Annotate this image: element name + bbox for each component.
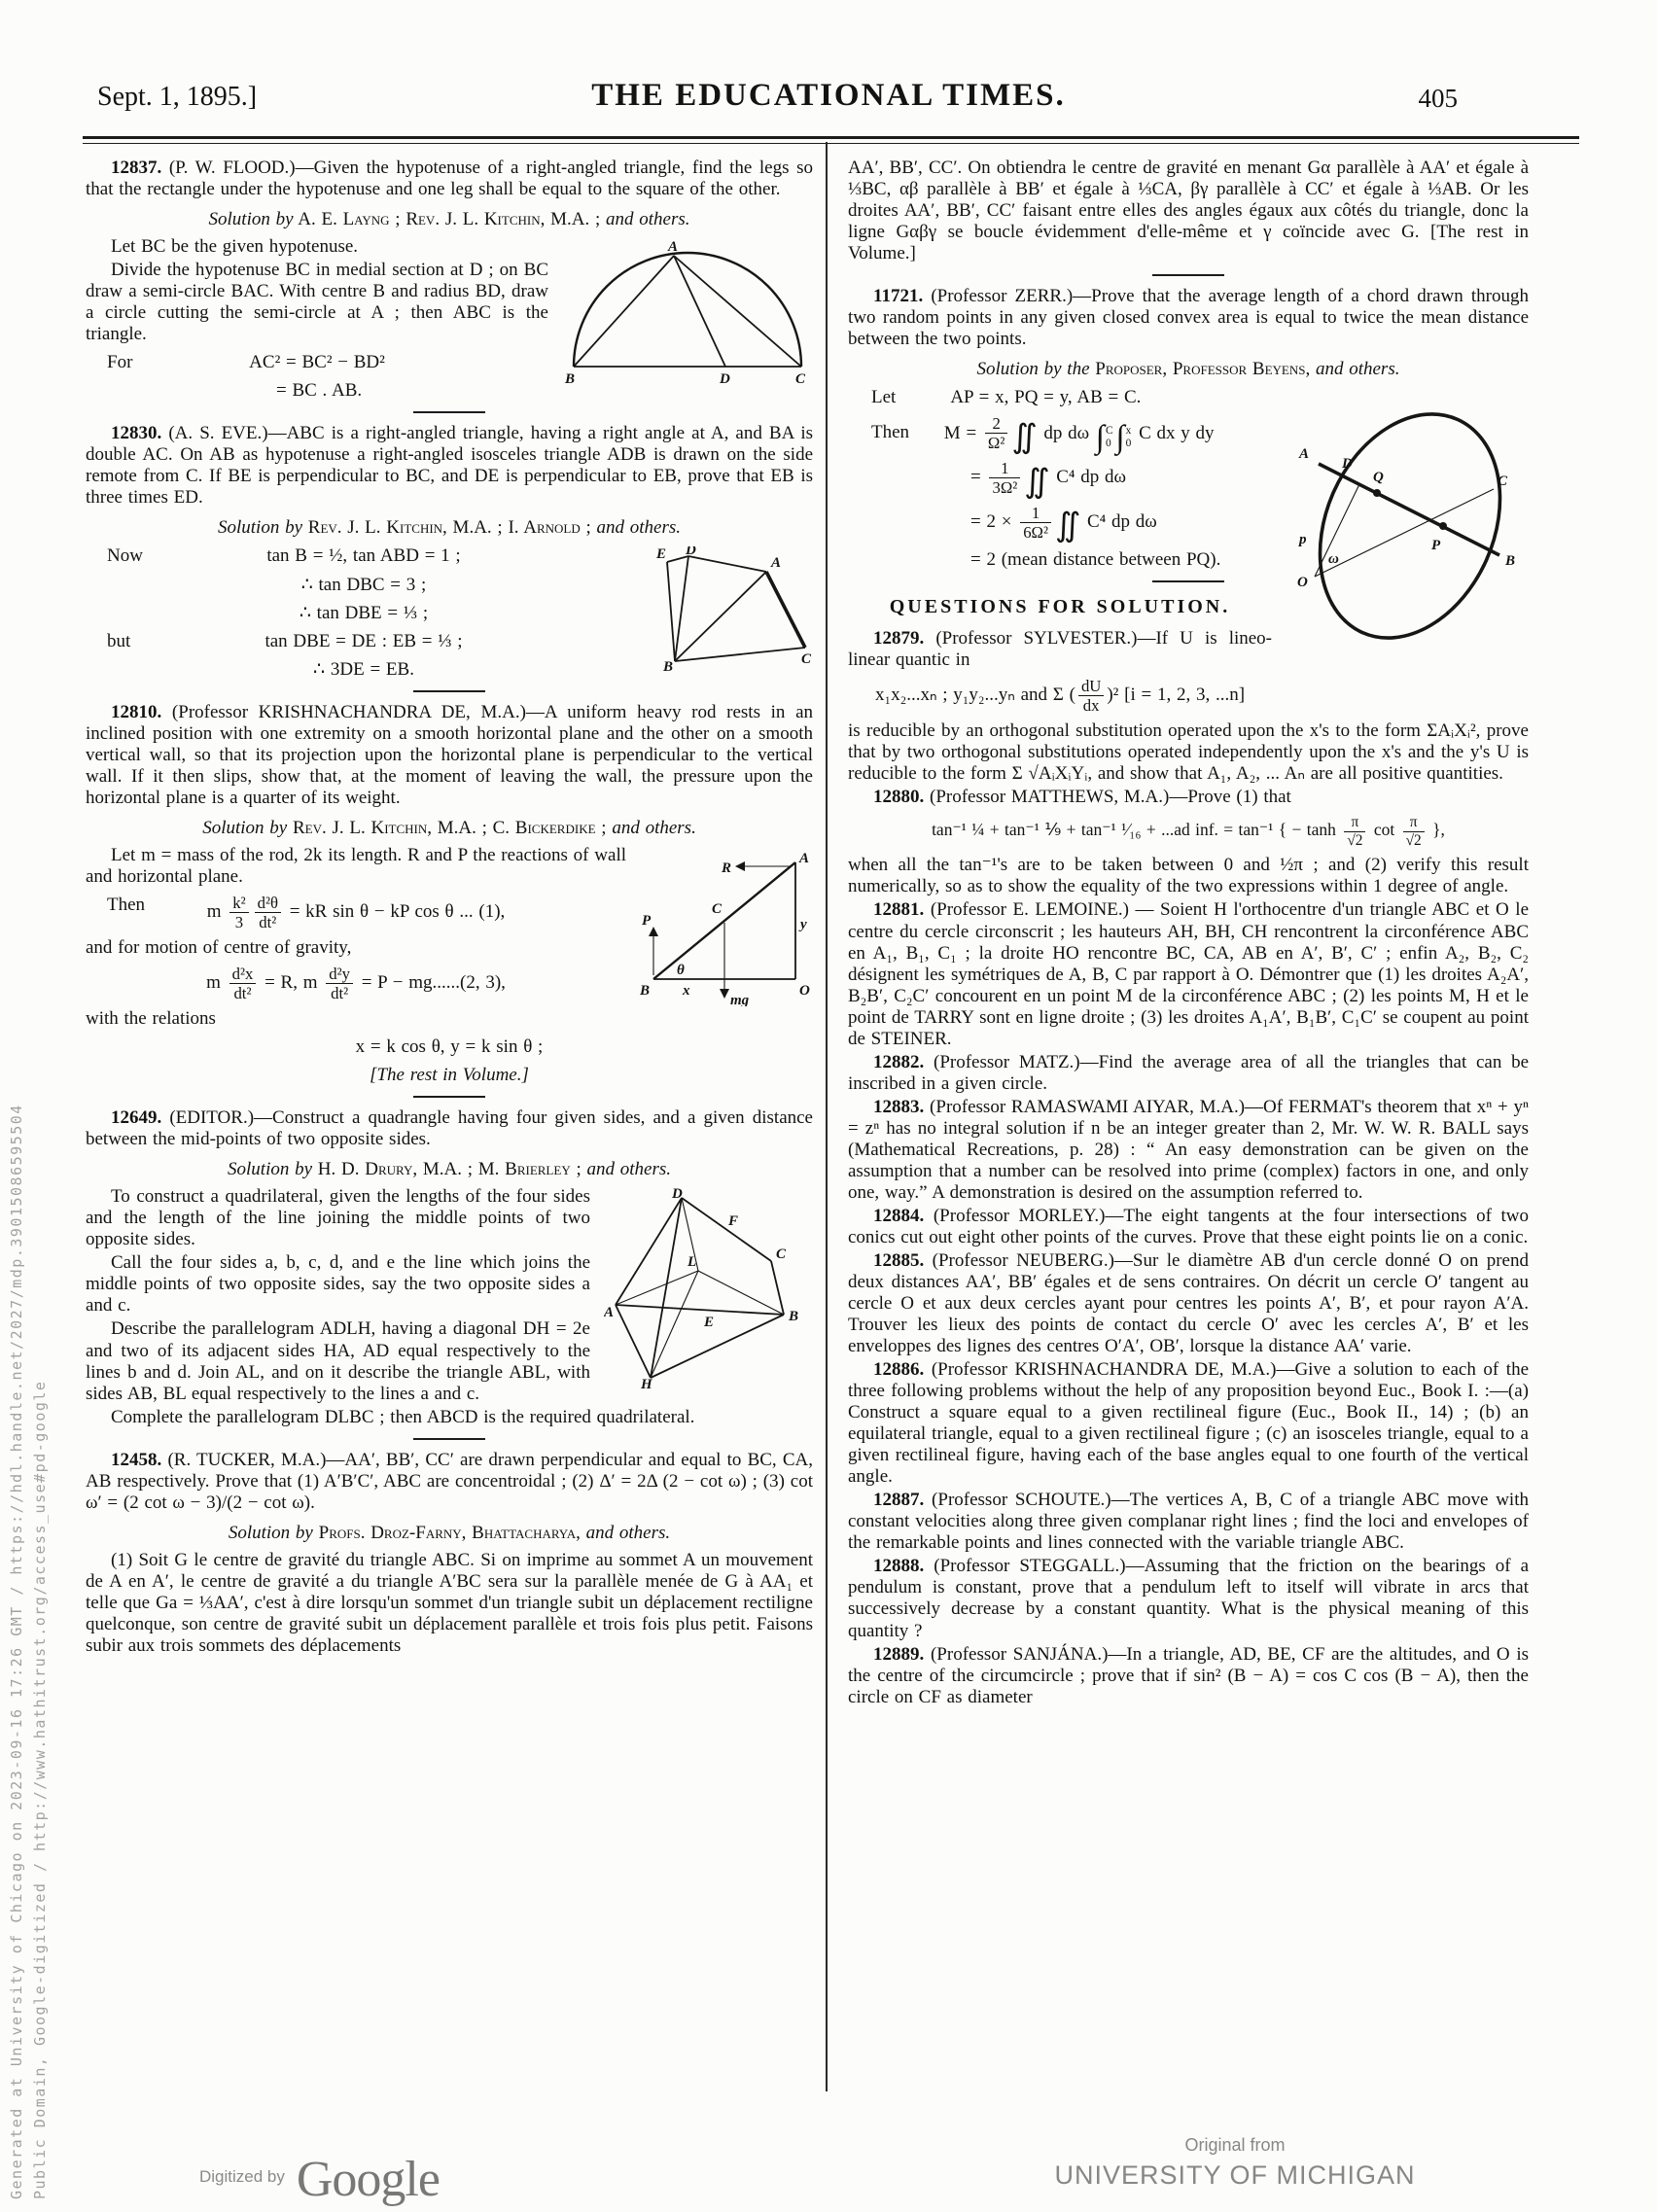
point-label-B: B [789,1309,799,1325]
angle-label-omega: ω [1328,551,1339,568]
problem-statement: (Professor MATTHEWS, M.A.)—Prove (1) that [930,786,1291,807]
problem-statement: (EDITOR.)—Construct a quadrangle having four given sides, and a given distance between the mid-points of two opposite sides. [86,1107,813,1150]
point-label-A: A [604,1305,615,1321]
point-label-D: D [686,546,696,559]
figure-12649-quadrilateral [604,1188,813,1396]
page-title: THE EDUCATIONAL TIMES. [591,78,1066,113]
point-label-E: E [656,546,667,563]
problem-number: 12884. [873,1205,925,1226]
equation: = 2 (mean distance between PQ). [970,548,1221,570]
problem-11721 [848,286,1529,591]
point-label-B: B [663,659,674,674]
solution-line: Solution by the Proposer, Professor Beyens, and others. [976,359,1400,380]
point-label-C: C [801,651,812,668]
problem-statement: (Professor SYLVESTER.)—If U is lineo-linear quantic in [848,627,1273,670]
equation: Now tan B = ½, tan ABD = 1 ; [107,545,461,567]
section-divider [413,1438,485,1440]
problem-12458 [86,1450,813,1657]
digitization-stamp-line2: Public Domain, Google-digitized / http://www.hathitrust.org/access_use#pd-google [31,1380,49,2199]
problem-statement: (Professor SCHOUTE.)—The vertices A, B, C of a triangle ABC move with constant velocities along three given complanar right lines ; find the loci and envelopes of the remarkable points and lines connected with the variable triangle ABC. [848,1490,1529,1554]
institution-name: UNIVERSITY OF MICHIGAN [1054,2160,1416,2190]
solution-text: Call the four sides a, b, c, d, and e the line which joins the middle points of two opposite sides, say the two opposite sides a and c. [86,1252,590,1317]
problem-number: 11721. [873,286,924,307]
axis-label-y: y [800,916,807,932]
solution-text: (1) Soit G le centre de gravité du triangle ABC. Si on imprime au sommet A un mouvement de A en A′, le centre de gravité a du triangle A′BC sera sur la parallèle menée de G à AA₁ et telle que Ga = ⅓AA′, c'est à dire lorsqu'un sommet d'un triangle subit un déplacement rectiligne quelconque, son centre de gravité subit un déplacement parallèle et trois fois plus petit. Faisons subir aux trois sommets des déplacements [86,1549,813,1656]
problem-statement: (Professor KRISHNACHANDRA DE, M.A.)—Give a solution to each of the three following problems without the help of any proposition beyond Euc., Book I. :—(a) Construct a square equal to a given rectilineal figure (Euc., Book II., 14) ; (b) an equilateral triangle, equal to a given rectilineal figure ; (c) an isosceles triangle, equal to a given rectilineal figure, having each of the base angles equal to one fourth of the vertical angle. [848,1359,1530,1488]
problem-number: 12886. [873,1359,925,1381]
point-label-O: O [799,982,810,999]
equation: ∴ tan DBC = 3 ; [300,574,427,595]
problem-head [848,1097,1529,1204]
problem-number: 12879. [873,627,925,649]
point-label-B: B [565,371,576,387]
problem-number: 12837. [111,158,162,178]
original-from-label: Original from [1184,2135,1286,2155]
problem-12886 [848,1359,1529,1488]
original-from-credit [1026,2135,1444,2191]
solution-text: Complete the parallelogram DLBC ; then ABCD is the required quadrilateral. [111,1406,695,1427]
problem-12883 [848,1097,1529,1204]
problem-number: 12883. [873,1096,925,1117]
problem-12887 [848,1490,1529,1554]
point-label-A: A [1299,446,1310,463]
column-divider [826,142,828,2091]
point-label-E: E [704,1315,715,1331]
solution-text: and for motion of centre of gravity, [86,936,352,958]
problem-head [848,1490,1529,1554]
digitized-by-label: Digitized by [199,2167,285,2186]
point-label-D: D [1342,456,1353,473]
equation: ∴ tan DBE = ⅓ ; [299,602,429,623]
problem-12884 [848,1206,1529,1248]
problem-12880 [848,787,1529,898]
force-label-R: R [722,860,732,876]
solution-text: Divide the hypotenuse BC in medial section at D ; on BC draw a semi-circle BAC. With centre B and radius BD, draw a circle cutting the semi-circle at A ; then ABC is the triangle. [86,260,548,345]
equation: For AC² = BC² − BD² [107,352,385,373]
point-label-D: D [672,1188,683,1203]
right-column [848,156,1529,1710]
section-divider [1152,580,1224,582]
problem-head [848,787,1529,808]
section-divider [413,1096,485,1098]
equation: m $\frac{\text{d²x}}{\text{dt²}}$ = R, m $\frac{\text{d²y}}{\text{dt²}}$ = P − mg......(2, 3), [206,965,506,1003]
point-label-A: A [771,555,782,572]
angle-label-theta: θ [677,962,685,978]
problem-statement: (Professor ZERR.)—Prove that the average length of a chord drawn through two random points in any given closed convex area is equal to twice the mean distance between the two points. [848,286,1529,350]
problem-head [848,899,1529,1049]
point-label-L: L [687,1254,697,1271]
solution-line: Solution by Profs. Droz-Farny, Bhattacharya, and others. [228,1522,671,1543]
problem-head [86,158,813,200]
rest-in-volume-note: [The rest in Volume.] [370,1065,529,1086]
point-label-F: F [728,1213,739,1230]
problem-12881 [848,899,1529,1049]
equation: ∴ 3DE = EB. [313,658,414,680]
problem-statement: (Professor MATZ.)—Find the average area of all the triangles that can be inscribed in a given circle. [848,1051,1530,1094]
digitization-stamp-line1: Generated at University of Chicago on 2023-09-16 17:26 GMT / https://hdl.handle.net/2027/mdp.39015086595504 [8,1104,25,2199]
problem-number: 12888. [873,1556,925,1577]
problem-statement: (P. W. FLOOD.)—Given the hypotenuse of a right-angled triangle, find the legs so that the rectangle under the hypotenuse and one leg shall be equal to the square of the other. [86,158,814,200]
solution-line: Solution by H. D. Drury, M.A. ; M. Brierley ; and others. [228,1159,671,1180]
equation: = BC . AB. [276,380,363,402]
problem-12885 [848,1250,1529,1357]
problem-head [848,286,1529,350]
problem-head [848,1359,1529,1488]
problem-number: 12887. [873,1490,925,1511]
point-label-B: B [1505,553,1516,570]
problem-head [848,1644,1529,1708]
problem-number: 12880. [873,786,925,807]
section-divider [1152,274,1224,276]
problem-12830 [86,423,813,680]
problem-statement: (Professor MORLEY.)—The eight tangents at the four intersections of two conics cut out eight other points of the curves. Prove that these eight points lie on a conic. [848,1205,1530,1247]
left-column [86,156,813,1659]
solution-text: To construct a quadrilateral, given the lengths of the four sides and the length of the line joining the middle points of two opposite sides. [86,1186,590,1250]
problem-number: 12830. [111,423,162,444]
questions-for-solution-heading: QUESTIONS FOR SOLUTION. [889,595,1231,617]
problem-12888 [848,1556,1529,1641]
solution-line: Solution by Rev. J. L. Kitchin, M.A. ; I. Arnold ; and others. [218,517,681,539]
solution-text: Let m = mass of the rod, 2k its length. R and P the reactions of wall and horizontal plane. [86,844,626,887]
problem-statement: (A. S. EVE.)—ABC is a right-angled triangle, having a right angle at A, and BA is double AC. On AB as hypotenuse a right-angled isosceles triangle ADB is drawn on the side remote from C. If BE is perpendicular to BC, and DE is perpendicular to EB, prove that EB is three times ED. [86,423,814,509]
problem-statement: (Professor KRISHNACHANDRA DE, M.A.)—A uniform heavy rod rests in an inclined position with one extremity on a smooth horizontal plane and the other on a smooth vertical wall, so that its projection upon the horizontal plane is perpendicular to the vertical wall. If it then slips, show that, at the moment of leaving the wall, the pressure upon the horizontal plane is a quarter of its weight. [86,701,814,808]
section-divider [413,690,485,692]
point-label-H: H [641,1377,652,1391]
header-rule [83,136,1579,144]
point-label-D: D [720,371,730,387]
equation: Then m $\frac{\text{k²}}{3}$ $\frac{\text{d²θ}}{\text{dt²}}$ = kR sin θ − kP cos θ ... (1), [107,893,506,931]
point-label-O: O [1297,575,1308,591]
equation: x = k cos θ, y = k sin θ ; [355,1036,544,1058]
solution-text: with the relations [86,1008,216,1030]
problem-12837 [86,158,813,402]
point-label-A: A [799,850,810,866]
problem-12649 [86,1107,813,1427]
problem-12810 [86,702,813,1087]
equation: tan⁻¹ ¼ + tan⁻¹ ⅑ + tan⁻¹ ¹⁄₁₆ + ...ad inf. = tan⁻¹ { − tanh $\frac{\pi}{√2}$ cot $\frac{\pi}{√2}$ }, [932,814,1445,849]
problem-statement: (Professor STEGGALL.)—Assuming that the friction on the bearings of a pendulum is constant, prove that a pendulum left to itself will vibrate in arcs that successively decrease by a constant quantity. What is the physical meaning of this quantity ? [848,1556,1529,1641]
problem-statement: when all the tan⁻¹'s are to be taken between 0 and ½π ; and (2) verify this result numerically, so as to show the equality of the two expressions within 1 degree of angle. [848,855,1529,897]
problem-head [848,1206,1529,1248]
problem-12889 [848,1644,1529,1708]
problem-statement: (R. TUCKER, M.A.)—AA′, BB′, CC′ are drawn perpendicular and equal to BC, CA, AB respectively. Prove that (1) A′B′C′, ABC are concentroidal ; (2) Δ′ = 2Δ (2 − cot ω) ; (3) cot ω′ = (2 cot ω − 3)/(2 − cot ω). [86,1449,814,1513]
problem-head [848,1556,1529,1641]
problem-statement: (Professor E. LEMOINE.) — Soient H l'orthocentre d'un triangle ABC et O le centre du cercle circonscrit ; les hauteurs AH, BH, CH rencontrent la circonférence ABC en A₁, B₁, C₁ ; la droite HO rencontre BC, CA, AB en A′, B′, C′ ; enfin A₂, B₂, C₂ désignent les symétriques de A, B, C par rapport à O. Démontrer que (1) les droites A₂A′, B₂B′, C₂C′ concourent en un point M de la circonférence ABC ; (2) les points M, H et le point de TARRY sont en ligne droite ; (3) les droites A₁A′, B₁B′, C₁C′ se coupent au point de STEINER. [848,899,1530,1049]
problem-number: 12458. [111,1449,162,1470]
problem-number: 12885. [873,1249,925,1271]
problem-number: 12649. [111,1107,162,1129]
point-label-Q: Q [1373,470,1384,486]
problem-head [86,702,813,809]
page-number: 405 [1418,84,1458,113]
equation: Let AP = x, PQ = y, AB = C. [871,387,1142,408]
problem-12882 [848,1052,1529,1095]
problem-head [86,1450,813,1514]
problem-statement: (Professor NEUBERG.)—Sur le diamètre AB d'un cercle donné O on prend deux distances AA′, BB′ égales et de sens contraires. On décrit un cercle O′ tangent au cercle O et aux deux cercles ayant pour centres les points A′, B′, et pour rayon A′A. Trouver les lieux des points de contact du cercle O′ avec les cercles A′, B′ et les enveloppes des lignes des centres O′A′, OB′, lorsque la distance AA′ varie. [848,1249,1529,1357]
equation: x₁x₂...xₙ ; y₁y₂...yₙ and Σ ( $\frac{dU}{dx}$ )² [i = 1, 2, 3, ...n] [874,676,1246,715]
solution-text: Describe the parallelogram ADLH, having a diagonal DH = 2e and two of its adjacent sides HA, AD equal respectively to the lines b and d. Join AL, and on it describe the triangle ABL, with sides AB, BL equal respectively to the lines a and c. [86,1318,590,1404]
solution-line: Solution by Rev. J. L. Kitchin, M.A. ; C. Bickerdike ; and others. [202,817,696,838]
force-label-P: P [642,912,652,929]
point-label-A: A [668,239,679,256]
problem-head [86,423,813,509]
problem-number: 12881. [873,899,925,921]
point-label-C: C [712,900,723,917]
point-label-C: C [795,371,806,387]
problem-number: 12889. [873,1643,925,1665]
point-label-P: P [1431,538,1441,554]
equation: but tan DBE = DE : EB = ⅓ ; [107,630,463,651]
equation: = 2 × $\frac{1}{\text{6Ω²}}$ ∬ C⁴ dp dω [970,503,1157,544]
point-label-C: C [776,1246,787,1263]
problem-number: 12810. [111,701,162,722]
problem-head [848,1052,1529,1095]
problem-statement: (Professor SANJÁNA.)—In a triangle, AD, BE, CF are the altitudes, and O is the centre of the circumcircle ; prove that if sin² (B − A) = cos C cos (B − A), then the circle on CF as diameter [848,1643,1530,1707]
point-label-B: B [640,982,651,999]
axis-label-x: x [683,982,690,999]
digitized-by-credit [199,2151,440,2208]
google-logo: Google [296,2152,440,2207]
problem-head [86,1107,813,1150]
equation: = $\frac{1}{\text{3Ω²}}$ ∬ C⁴ dp dω [970,459,1127,500]
problem-head [848,1250,1529,1357]
force-label-mg: mg [730,992,750,1006]
issue-date: Sept. 1, 1895.] [97,82,258,112]
solution-line: Solution by A. E. Layng ; Rev. J. L. Kitchin, M.A. ; and others. [208,209,690,230]
problem-number: 12882. [873,1051,925,1072]
point-label-C: C [1498,474,1508,490]
problem-statement: (Professor RAMASWAMI AIYAR, M.A.)—Of FERMAT's theorem that xⁿ + yⁿ = zⁿ has no integral solution if n be an integer greater than 2, Mr. W. W. R. BALL says (Mathematical Recreations, p. 28) : “ An easy demonstration can be given on the assumption that a number can be resolved into prime (complex) factors in one, and only one, way.” A demonstration is desired on the assumption referred to. [848,1096,1530,1203]
section-divider [413,411,485,413]
continuation-12458: AA′, BB′, CC′. On obtiendra le centre de gravité en menant Gα parallèle à AA′ et égale à ⅓BC, αβ parallèle à BB′ et égale à ⅓CA, βγ parallèle à CC′ et égale à ⅓AB. Or les droites AA′, BB′, CC′ faisant entre elles des angles égaux aux côtés du triangle, donc la ligne Gαβγ se boucle évidemment d'elle-même et γ coïncide avec G. [The rest in Volume.] [848,158,1529,264]
equation: Then M = $\frac{2}{\text{Ω²}}$ ∬ dp dω ∫ C 0 ∫ x 0 C dx y dy [871,414,1215,455]
label-p: p [1299,532,1307,548]
solution-text: Let BC be the given hypotenuse. [111,236,359,258]
problem-statement: is reducible by an orthogonal substitution operated upon the x's to the form ΣAᵢXᵢ², prove that by two orthogonal substitutions operated independently upon the x's and the y's U is reducible to the form Σ √AᵢXᵢYᵢ, and show that A₁, A₂, ... Aₙ are all positive quantities. [848,720,1529,784]
